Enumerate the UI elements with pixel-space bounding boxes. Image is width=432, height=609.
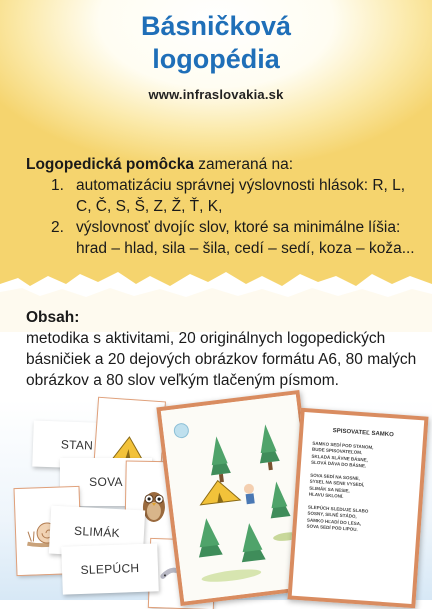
list-item-number: 1.: [51, 177, 64, 194]
intro-lead-bold: Logopedická pomôcka: [26, 156, 194, 173]
word-card-sova: SOVA: [60, 458, 152, 506]
content-heading: Obsah:: [26, 309, 80, 326]
poem-text: SAMKO SEDÍ POD STANOM, BUDE SPISOVATEĽOM. SKLADÁ SLÁVNE BÁSNE, SLOVÁ DÁVA DO BÁSNE. SOVA SEDÍ NA SOSNE, SYSEL NA SENE VYSEDÍ, SLIMÁK SA NESIE, HLAVU SKLONÍ. SLEPÚCH SLEDUJE SLABO SOSNY, SILNÉ STÁDO, SAMKO HĽADÍ DO LESA, SOVA SEDÍ POD LIPOU.: [306, 440, 374, 533]
content-section: [26, 307, 421, 391]
title-line-1: Básničková: [140, 11, 292, 41]
intro-list: [26, 175, 416, 259]
list-item: [26, 217, 416, 259]
website-link[interactable]: www.infraslovakia.sk: [148, 87, 284, 102]
poem-card: [287, 408, 428, 608]
content-text: metodika s aktivitami, 20 originálnych logopedických básničiek a 20 dejových obrázkov formátu A6, 80 malých obrázkov a 80 slov veľkým tlačeným písmom.: [26, 330, 417, 389]
intro-section: [26, 154, 416, 259]
list-item-text: automatizáciu správnej výslovnosti hlások: R, L, C, Č, S, Š, Z, Ž, Ť, K,: [76, 177, 406, 215]
intro-lead-rest: zameraná na:: [193, 156, 294, 173]
poem-title: SPISOVATEĽ SAMKO: [332, 428, 394, 439]
intro-lead: [26, 154, 416, 175]
word-card-stan: STAN: [32, 420, 122, 469]
word-card-slepuch: SLEPÚCH: [61, 543, 159, 594]
title-line-2: logopédia: [152, 44, 280, 74]
list-item: [26, 175, 416, 217]
word-card-slimak: SLIMÁK: [49, 506, 145, 559]
list-item-text: výslovnosť dvojíc slov, ktoré sa minimálne líšia: hrad – hlad, sila – šila, cedí – sedí, koza – koža...: [76, 219, 415, 257]
page-title: [0, 10, 432, 76]
list-item-number: 2.: [51, 219, 64, 236]
